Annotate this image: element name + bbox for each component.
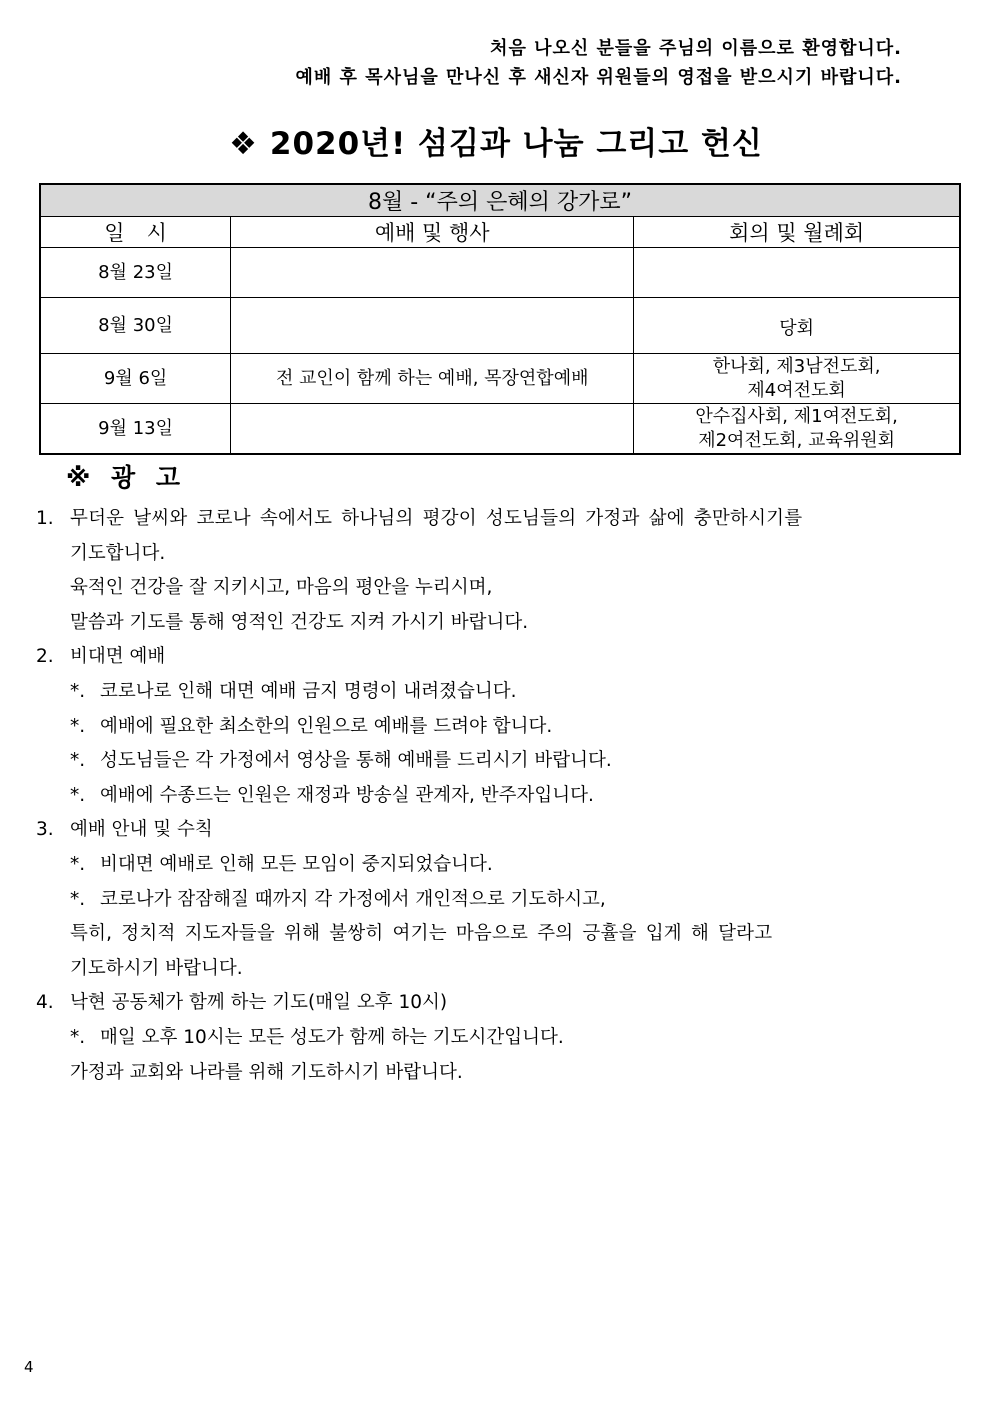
announcement-item: [36, 813, 956, 986]
item-number: 2.: [36, 646, 54, 668]
row-date: 8월 30일: [40, 298, 231, 354]
row-meeting: [634, 354, 960, 404]
item-sub-text: 비대면 예배로 인해 모든 모임이 중지되었습니다.: [100, 853, 493, 875]
asterisk-marker: *.: [70, 715, 86, 737]
column-header-meeting: 회의 및 월례회: [634, 217, 960, 248]
item-sub: [36, 779, 956, 814]
item-line: 육적인 건강을 잘 지키시고, 마음의 평안을 누리시며,: [70, 577, 493, 599]
announcement-item: [36, 640, 956, 813]
column-header-date: 일시: [40, 217, 231, 248]
asterisk-marker: *.: [70, 853, 86, 875]
item-sub: [36, 710, 956, 745]
row-worship: [231, 404, 634, 455]
item-heading: 비대면 예배: [70, 646, 166, 668]
announcements-list: [36, 502, 956, 1090]
announcement-item: [36, 502, 956, 640]
row-meeting: [634, 404, 960, 455]
row-meeting-line: 한나회, 제3남전도회,: [712, 355, 881, 377]
welcome-line-2: 예배 후 목사님을 만나신 후 새신자 위원들의 영접을 받으시기 바랍니다.: [295, 67, 902, 88]
row-worship: [231, 298, 634, 354]
item-heading: 예배 안내 및 수칙: [70, 819, 213, 841]
item-sub: [36, 1021, 956, 1056]
item-sub-text: 코로나가 잠잠해질 때까지 각 가정에서 개인적으로 기도하시고,: [100, 888, 606, 910]
table-row: [40, 298, 960, 354]
item-heading: 낙현 공동체가 함께 하는 기도(매일 오후 10시): [70, 992, 448, 1014]
item-sub-text: 성도님들은 각 가정에서 영상을 통해 예배를 드리시기 바랍니다.: [100, 750, 612, 772]
item-continuation: 기도하시기 바랍니다.: [70, 957, 243, 979]
row-worship: 전 교인이 함께 하는 예배, 목장연합예배: [231, 354, 634, 404]
row-meeting-line: 제4여전도회: [747, 379, 846, 401]
item-continuation: 특히, 정치적 지도자들을 위해 불쌍히 여기는 마음으로 주의 긍휼을 입게 해 달라고: [70, 923, 773, 945]
item-line: 기도합니다.: [70, 542, 166, 564]
row-meeting-line: 제2여전도회, 교육위원회: [698, 429, 895, 451]
row-worship: [231, 248, 634, 298]
row-date: 9월 6일: [40, 354, 231, 404]
table-row: [40, 404, 960, 455]
asterisk-marker: *.: [70, 680, 86, 702]
item-sub-text: 매일 오후 10시는 모든 성도가 함께 하는 기도시간입니다.: [100, 1026, 564, 1048]
asterisk-marker: *.: [70, 888, 86, 910]
item-sub: [36, 744, 956, 779]
item-sub-text: 예배에 필요한 최소한의 인원으로 예배를 드려야 합니다.: [100, 715, 553, 737]
welcome-message: [296, 34, 903, 92]
item-number: 4.: [36, 992, 54, 1014]
item-line: 무더운 날씨와 코로나 속에서도 하나님의 평강이 성도님들의 가정과 삶에 충만하시기를: [70, 508, 803, 529]
welcome-line-1: 처음 나오신 분들을 주님의 이름으로 환영합니다.: [490, 38, 902, 59]
schedule-table: [39, 183, 961, 455]
asterisk-marker: *.: [70, 784, 86, 806]
item-sub: [36, 848, 956, 883]
table-row: [40, 354, 960, 404]
diamond-icon: ❖: [229, 126, 258, 162]
schedule-month-title: 8월 - “주의 은혜의 강가로”: [40, 184, 960, 217]
table-row: [40, 248, 960, 298]
page-title-text: 2020년! 섬김과 나눔 그리고 헌신: [269, 126, 763, 162]
row-date: 8월 23일: [40, 248, 231, 298]
item-line: 말씀과 기도를 통해 영적인 건강도 지켜 가시기 바랍니다.: [70, 611, 529, 633]
item-sub: [36, 883, 956, 918]
page-title: [0, 118, 992, 163]
announcements-title: ※ 광 고: [66, 463, 187, 492]
item-number: 3.: [36, 819, 54, 841]
row-meeting: [634, 248, 960, 298]
item-number: 1.: [36, 508, 54, 529]
item-sub: [36, 675, 956, 710]
row-meeting: 당회: [634, 298, 960, 354]
asterisk-marker: *.: [70, 1026, 86, 1048]
column-header-worship: 예배 및 행사: [231, 217, 634, 248]
row-meeting-line: 안수집사회, 제1여전도회,: [695, 405, 898, 427]
page-number: 4: [24, 1358, 34, 1376]
announcement-item: [36, 986, 956, 1090]
item-sub-text: 예배에 수종드는 인원은 재정과 방송실 관계자, 반주자입니다.: [100, 784, 594, 806]
asterisk-marker: *.: [70, 750, 86, 772]
item-continuation: 가정과 교회와 나라를 위해 기도하시기 바랍니다.: [70, 1061, 463, 1083]
item-sub-text: 코로나로 인해 대면 예배 금지 명령이 내려졌습니다.: [100, 680, 517, 702]
row-date: 9월 13일: [40, 404, 231, 455]
